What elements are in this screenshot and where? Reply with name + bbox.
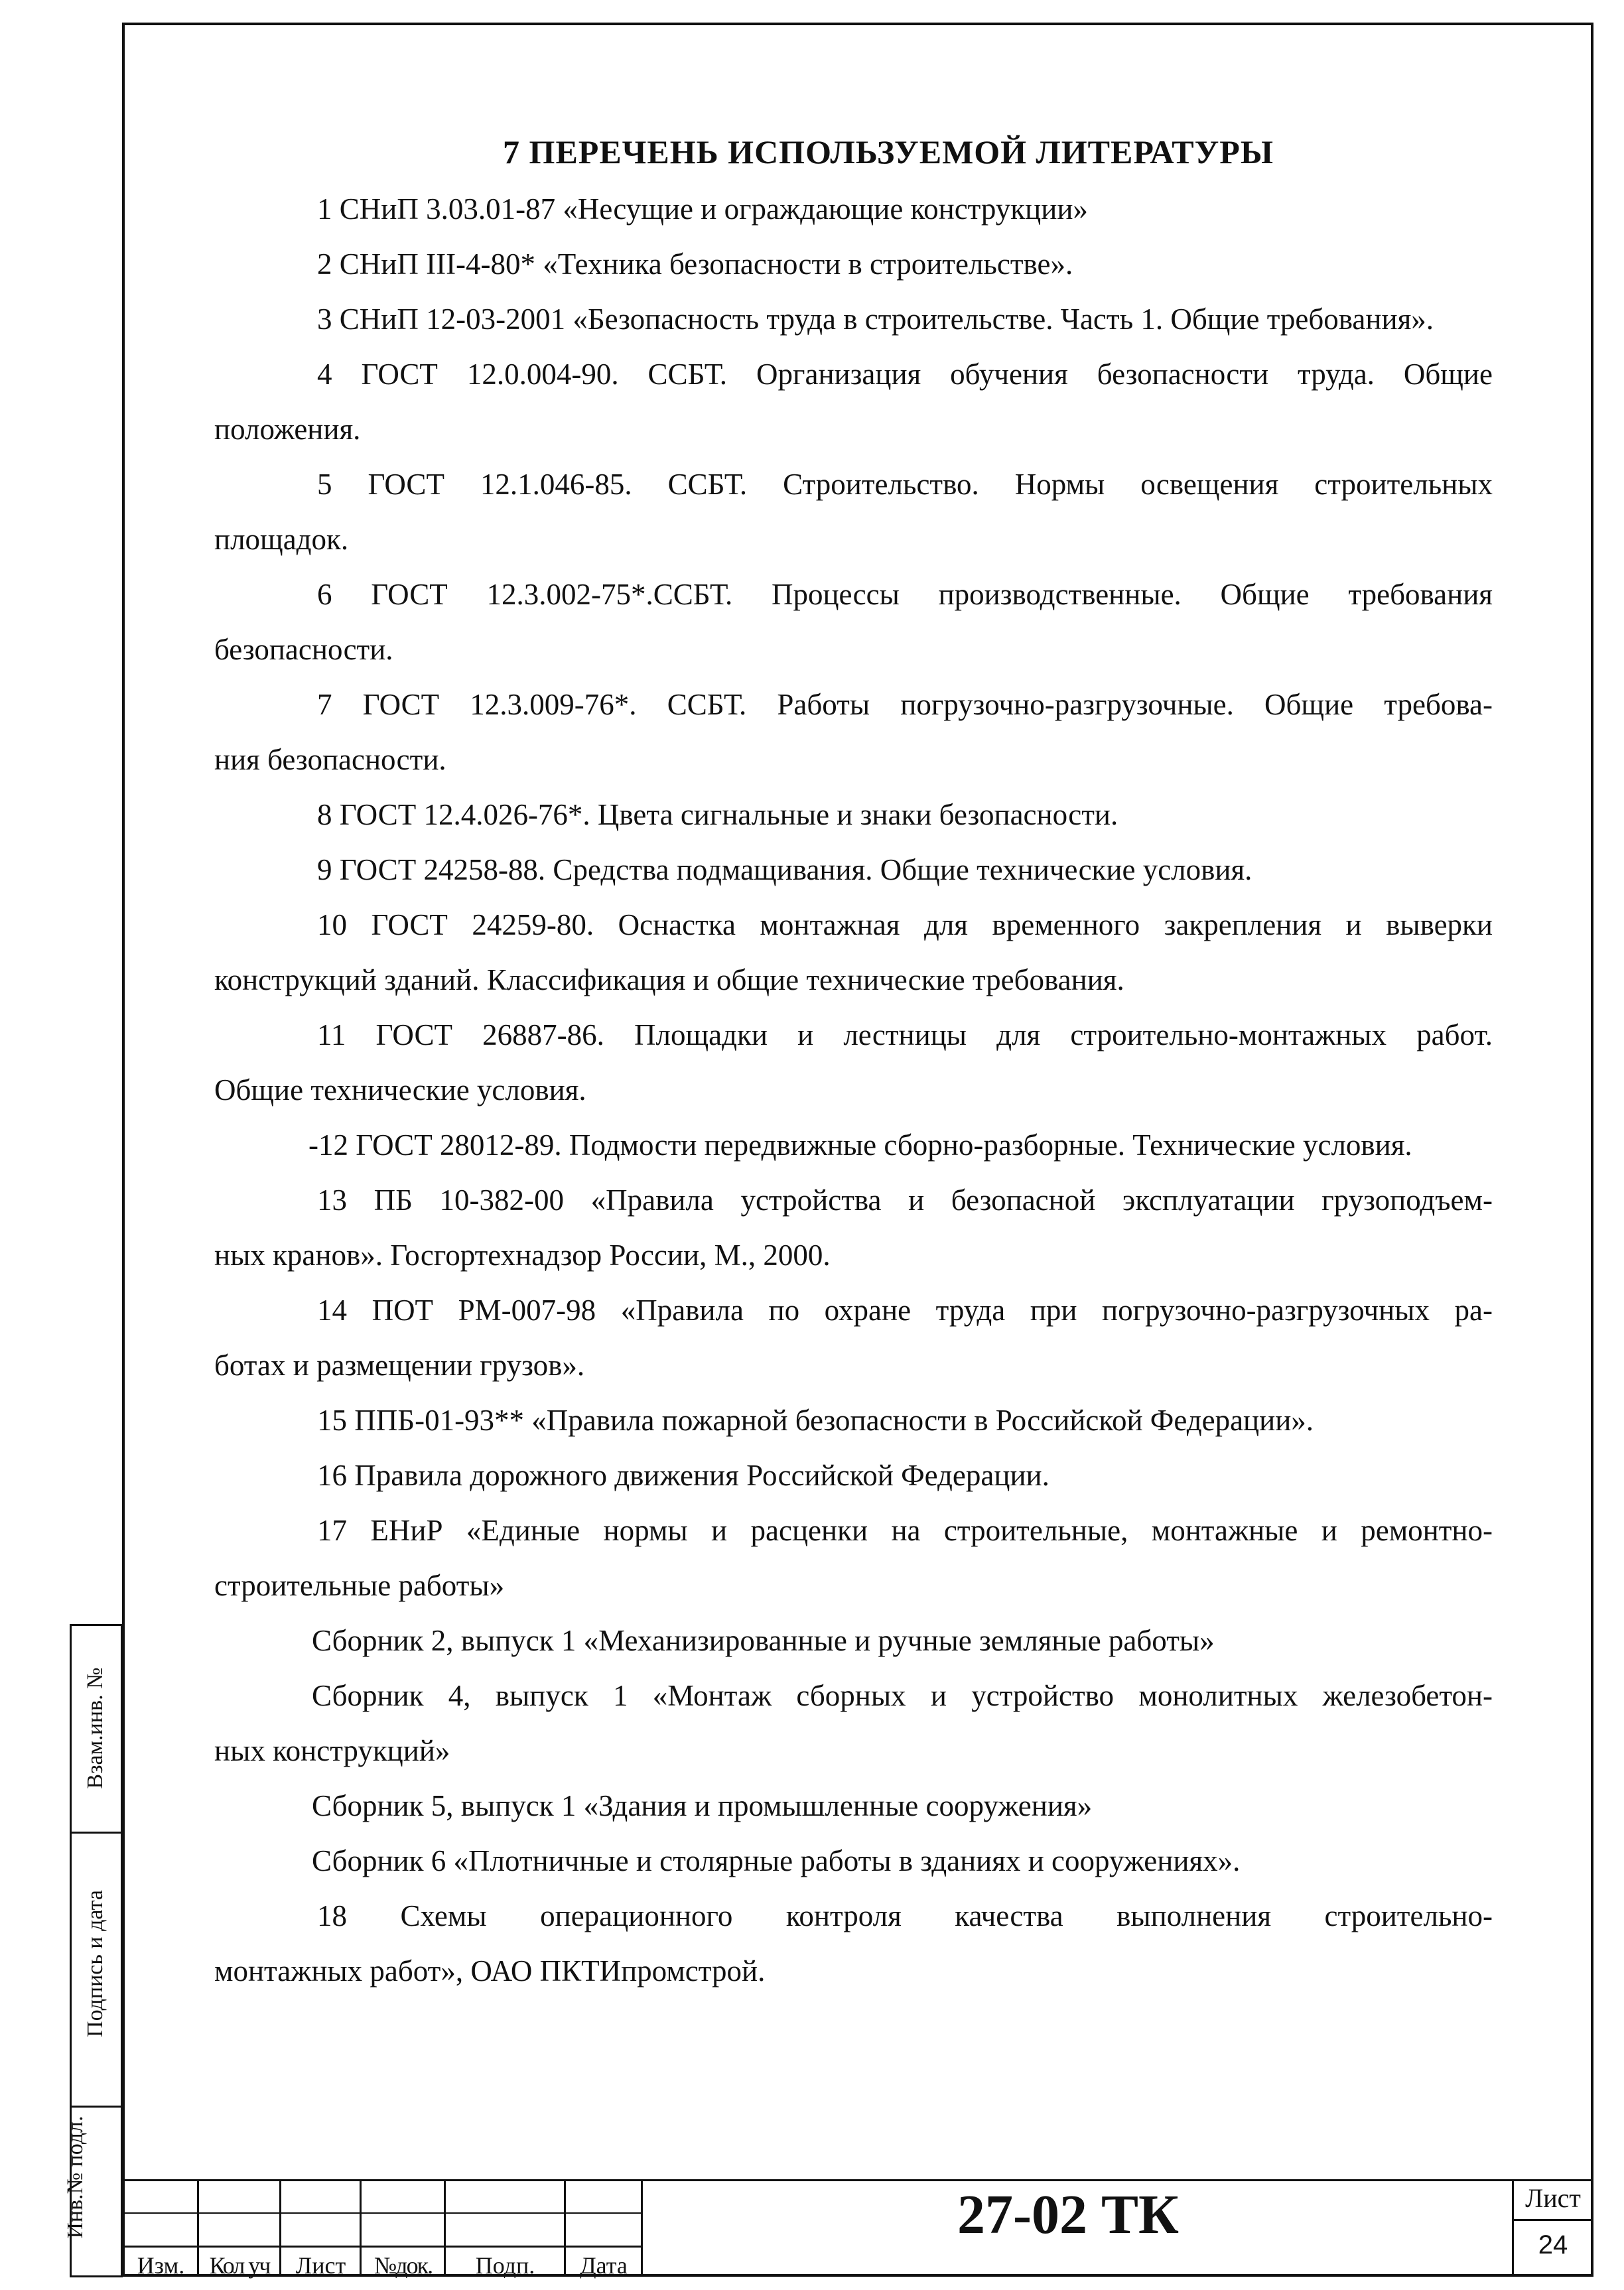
reference-item: 15 ППБ-01-93** «Правила пожарной безопасности в Российской Федерации». (317, 1404, 1314, 1437)
reference-item: 1 СНиП 3.03.01-87 «Несущие и ограждающие конструкции» (317, 192, 1088, 226)
reference-item-continuation: положения. (214, 413, 361, 446)
stamp-col-izm: Изм. (137, 2252, 185, 2279)
reference-item: 10 ГОСТ 24259-80. Оснастка монтажная для временного закрепления и выверки (317, 908, 1493, 941)
reference-item: Сборник 6 «Плотничные и столярные работы в зданиях и сооружениях». (312, 1844, 1241, 1877)
stamp-col-data: Дата (580, 2252, 628, 2279)
side-label-inv: Инв.№ подл. (63, 2116, 88, 2239)
stamp-col-koluch: Кол уч (209, 2252, 270, 2279)
reference-item: 9 ГОСТ 24258-88. Средства подмащивания. Общие технические условия. (317, 853, 1252, 886)
reference-item: 17 ЕНиР «Единые нормы и расценки на строительные, монтажные и ремонтно- (317, 1514, 1493, 1547)
reference-item: 8 ГОСТ 12.4.026-76*. Цвета сигнальные и знаки безопасности. (317, 798, 1118, 831)
reference-item: Сборник 4, выпуск 1 «Монтаж сборных и устройство монолитных железобетон- (312, 1679, 1493, 1712)
section-title: 7 ПЕРЕЧЕНЬ ИСПОЛЬЗУЕМОЙ ЛИТЕРАТУРЫ (503, 133, 1274, 170)
document-number: 27-02 ТК (957, 2184, 1179, 2246)
stamp-col-podp: Подп. (475, 2252, 535, 2279)
reference-item: 5 ГОСТ 12.1.046-85. ССБТ. Строительство. Нормы освещения строительных (317, 468, 1493, 501)
reference-item-continuation: ных конструкций» (214, 1734, 450, 1767)
reference-item: 11 ГОСТ 26887-86. Площадки и лестницы для строительно-монтажных работ. (317, 1018, 1493, 1051)
reference-item: 6 ГОСТ 12.3.002-75*.ССБТ. Процессы производственные. Общие требования (317, 578, 1493, 611)
reference-item: 4 ГОСТ 12.0.004-90. ССБТ. Организация обучения безопасности труда. Общие (317, 358, 1493, 391)
reference-item-continuation: ботах и размещении грузов». (214, 1349, 585, 1382)
reference-item-continuation: конструкций зданий. Классификация и общие технические требования. (214, 963, 1124, 996)
reference-item: 2 СНиП III-4-80* «Техника безопасности в строительстве». (317, 247, 1073, 281)
reference-item: 13 ПБ 10-382-00 «Правила устройства и безопасной эксплуатации грузоподъем- (317, 1183, 1493, 1217)
stamp-col-list: Лист (295, 2252, 346, 2279)
reference-item-continuation: строительные работы» (214, 1569, 505, 1602)
reference-item: Сборник 2, выпуск 1 «Механизированные и ручные земляные работы» (312, 1624, 1215, 1657)
reference-item: 3 СНиП 12-03-2001 «Безопасность труда в строительстве. Часть 1. Общие требования». (317, 303, 1434, 336)
reference-item-continuation: Общие технические условия. (214, 1073, 586, 1107)
reference-item: 14 ПОТ РМ-007-98 «Правила по охране труда при погрузочно-разгрузочных ра- (317, 1294, 1493, 1327)
reference-item-continuation: ных кранов». Госгортехнадзор России, М., 2000. (214, 1239, 831, 1272)
reference-item-continuation: безопасности. (214, 633, 393, 666)
side-label-vzam: Взам.инв. № (83, 1667, 107, 1789)
reference-item-continuation: площадок. (214, 523, 349, 556)
reference-item: 16 Правила дорожного движения Российской Федерации. (317, 1459, 1049, 1492)
sheet-label: Лист (1525, 2183, 1581, 2213)
reference-item-continuation: ния безопасности. (214, 743, 446, 776)
reference-item: Сборник 5, выпуск 1 «Здания и промышленные сооружения» (312, 1789, 1093, 1822)
stamp-col-ndok: №док. (373, 2252, 433, 2279)
reference-item: 18 Схемы операционного контроля качества выполнения строительно- (317, 1899, 1493, 1932)
reference-item: -12 ГОСТ 28012-89. Подмости передвижные сборно-разборные. Технические условия. (308, 1128, 1412, 1162)
reference-item: 7 ГОСТ 12.3.009-76*. ССБТ. Работы погрузочно-разгрузочные. Общие требова- (317, 688, 1493, 721)
reference-item-continuation: монтажных работ», ОАО ПКТИпромстрой. (214, 1954, 766, 1987)
side-label-podpis: Подпись и дата (83, 1890, 107, 2037)
sheet-number: 24 (1538, 2230, 1568, 2259)
